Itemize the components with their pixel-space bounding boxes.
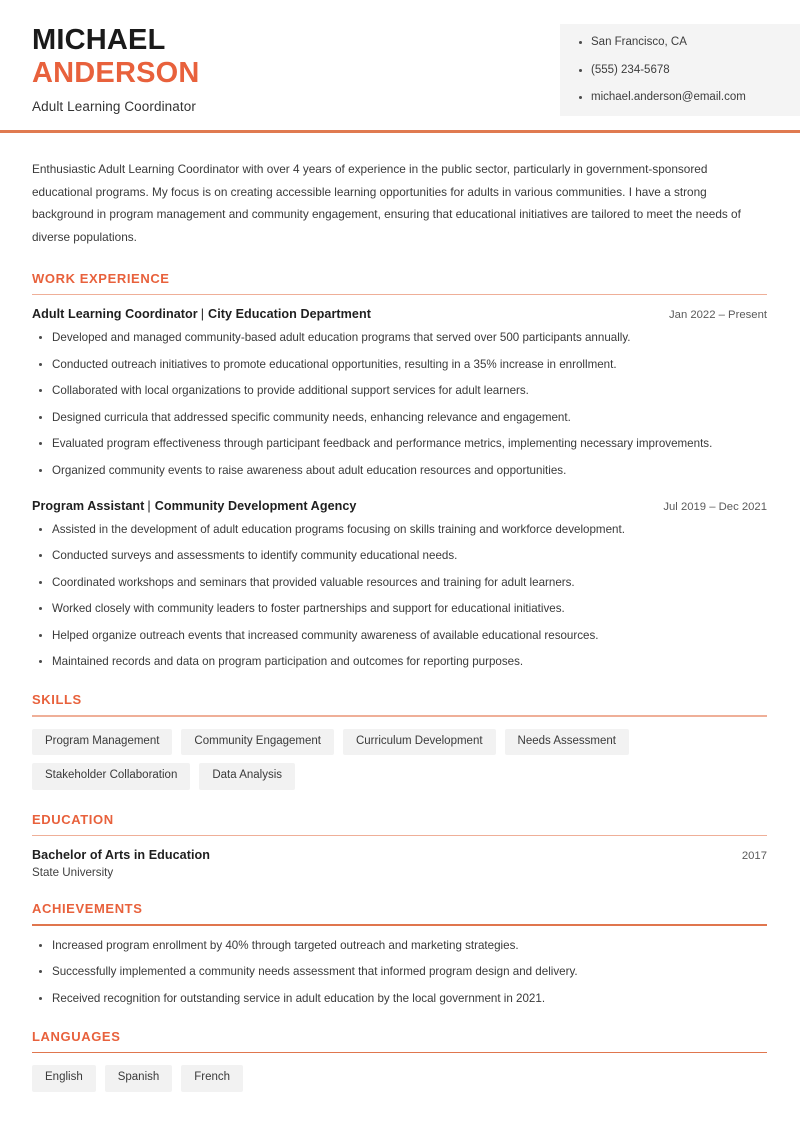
name-block [32, 24, 800, 114]
work-date: Jul 2019 – Dec 2021 [663, 500, 767, 513]
section-title-education: EDUCATION [32, 811, 114, 827]
education-school: State University [32, 866, 114, 880]
section-title-work: WORK EXPERIENCE [32, 270, 170, 286]
skill-tag: Stakeholder Collaboration [32, 763, 190, 790]
section-divider [32, 924, 767, 926]
title-separator: | [200, 307, 205, 322]
list-item: Helped organize outreach events that increased community awareness of available educational resources. [32, 628, 767, 644]
work-entry-header [32, 307, 767, 321]
list-item: Collaborated with local organizations to provide additional support services for adult learners. [32, 383, 767, 399]
section-achievements [32, 901, 767, 1007]
language-tag: Spanish [105, 1065, 173, 1092]
skill-tag: Curriculum Development [343, 729, 496, 756]
languages-tag-list [32, 1065, 767, 1092]
work-entry-title [32, 499, 356, 513]
skill-tag: Data Analysis [199, 763, 295, 790]
education-year: 2017 [741, 850, 767, 863]
work-entry [32, 499, 767, 670]
list-item: Conducted outreach initiatives to promote educational opportunities, resulting in a 35% increase in enrollment. [32, 357, 767, 373]
work-company: Community Development Agency [154, 498, 357, 513]
section-divider [32, 1052, 767, 1054]
skill-tag: Community Engagement [181, 729, 334, 756]
title-separator: | [147, 498, 151, 513]
header-accent-rule [0, 130, 800, 133]
language-tag: English [32, 1065, 96, 1092]
section-languages [32, 1029, 767, 1092]
work-bullets [32, 330, 767, 478]
section-title-languages: LANGUAGES [32, 1028, 121, 1044]
work-date: Jan 2022 – Present [669, 309, 767, 322]
resume-header [0, 0, 800, 132]
work-entry-header [32, 499, 767, 513]
contact-email[interactable]: michael.anderson@email.com [578, 92, 786, 104]
list-item: Conducted surveys and assessments to identify community educational needs. [32, 548, 767, 564]
contact-phone[interactable]: (555) 234-5678 [578, 65, 786, 77]
list-item: Increased program enrollment by 40% through targeted outreach and marketing strategies. [32, 938, 767, 954]
section-title-achievements: ACHIEVEMENTS [32, 901, 143, 917]
education-entry-header [32, 848, 767, 862]
achievements-list [32, 938, 767, 1007]
list-item: Assisted in the development of adult education programs focusing on skills training and workforce development. [32, 522, 767, 538]
list-item: Organized community events to raise awareness about adult education resources and opportunities. [32, 463, 767, 479]
list-item: Developed and managed community-based adult education programs that served over 500 participants annually. [32, 330, 767, 346]
section-work-experience [32, 271, 767, 670]
list-item: Coordinated workshops and seminars that provided valuable resources and training for adult learners. [32, 575, 767, 591]
work-bullets [32, 522, 767, 670]
list-item: Successfully implemented a community needs assessment that informed program design and delivery. [32, 964, 767, 980]
work-company: City Education Department [208, 307, 371, 322]
professional-summary: Enthusiastic Adult Learning Coordinator with over 4 years of experience in the public sector, particularly in government-sponsored educational programs. My focus is on creating accessible learning opportunities for adults in various communities. I have a strong background in program management and community engagement, ensuring that educational initiatives are tailored to meet the needs of diverse populations. [32, 162, 741, 244]
first-name: MICHAEL [32, 24, 166, 56]
language-tag: French [181, 1065, 243, 1092]
skill-tag: Program Management [32, 729, 172, 756]
section-divider [32, 835, 767, 837]
work-entry [32, 307, 767, 478]
section-skills [32, 692, 767, 790]
list-item: Maintained records and data on program participation and outcomes for reporting purposes. [32, 654, 767, 670]
last-name: ANDERSON [32, 57, 200, 90]
list-item: Received recognition for outstanding service in adult education by the local government in 2021. [32, 991, 767, 1007]
skills-tag-list [32, 729, 767, 790]
list-item: Worked closely with community leaders to foster partnerships and support for educational initiatives. [32, 601, 767, 617]
resume-body [0, 158, 800, 1092]
list-item: Designed curricula that addressed specific community needs, enhancing relevance and engagement. [32, 410, 767, 426]
section-divider [32, 294, 767, 296]
education-degree: Bachelor of Arts in Education [32, 848, 211, 863]
contact-location: San Francisco, CA [578, 37, 786, 49]
work-entry-title [32, 307, 371, 321]
section-divider [32, 715, 767, 717]
section-title-skills: SKILLS [32, 691, 82, 707]
list-item: Evaluated program effectiveness through participant feedback and performance metrics, implementing necessary improvements. [32, 436, 767, 452]
work-role: Program Assistant [32, 498, 145, 513]
section-education [32, 812, 767, 880]
education-entry [32, 848, 767, 879]
skill-tag: Needs Assessment [505, 729, 629, 756]
work-role: Adult Learning Coordinator [32, 307, 198, 322]
job-title: Adult Learning Coordinator [32, 99, 196, 115]
